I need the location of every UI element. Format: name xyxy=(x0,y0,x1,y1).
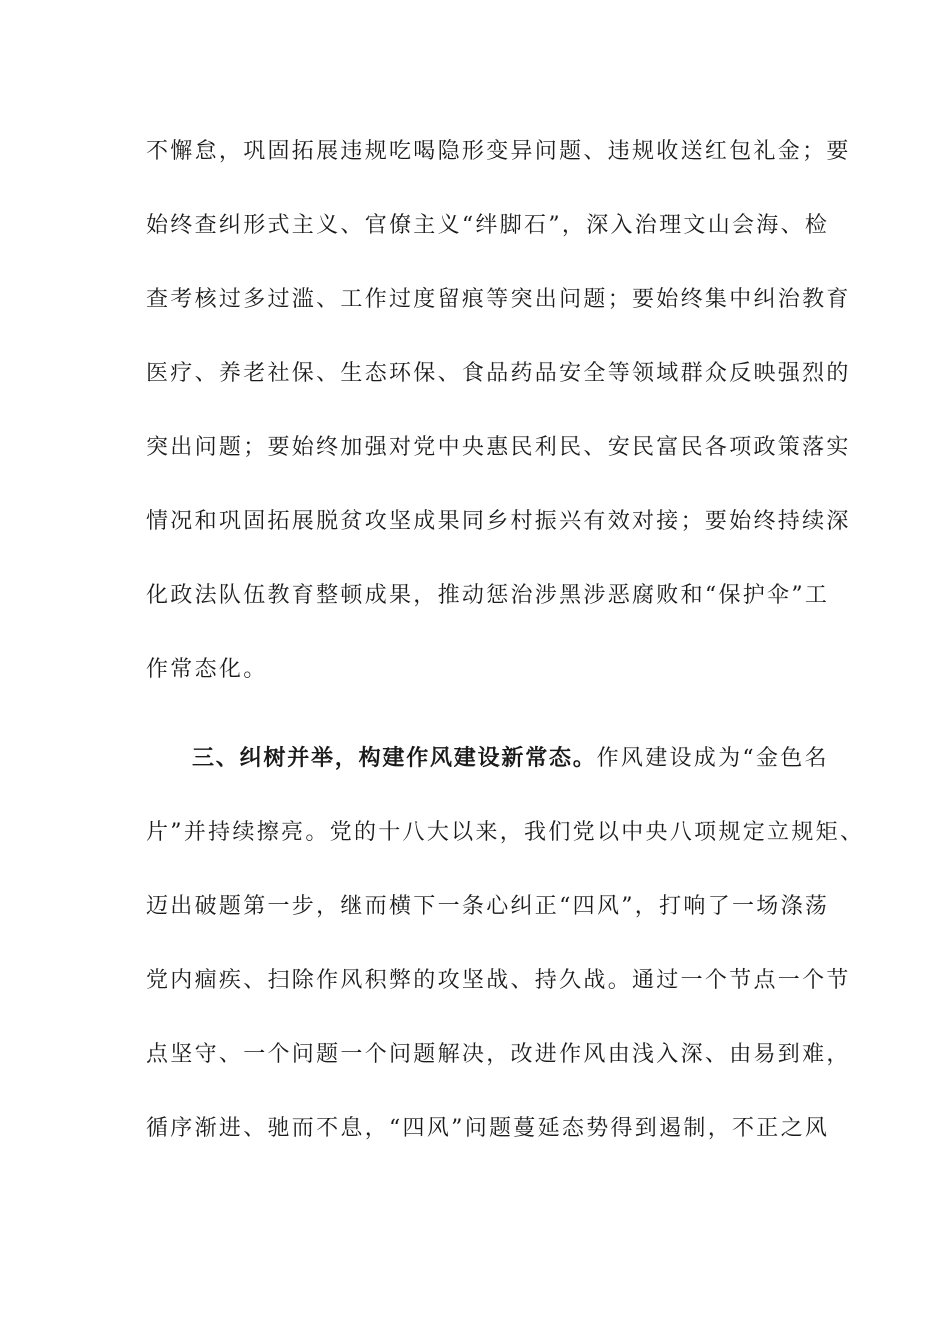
paragraph-2-line-6: 循序渐进、驰而不息，“四风”问题蔓延态势得到遏制，不正之风 xyxy=(146,1116,830,1141)
paragraph-1-line-8: 作常态化。 xyxy=(146,657,268,682)
paragraph-1-line-3: 查考核过多过滥、工作过度留痕等突出问题；要始终集中纠治教育 xyxy=(146,287,851,312)
paragraph-2-line-2: 片”并持续擦亮。党的十八大以来，我们党以中央八项规定立规矩、 xyxy=(146,820,865,845)
paragraph-2-first-line xyxy=(192,744,872,774)
paragraph-1-line-6: 情况和巩固拓展脱贫攻坚成果同乡村振兴有效对接；要始终持续深 xyxy=(146,509,851,534)
paragraph-2-line-3: 迈出破题第一步，继而横下一条心纠正“四风”，打响了一场涤荡 xyxy=(146,894,830,919)
paragraph-2-first-line-text: 作风建设成为“金色名 xyxy=(596,746,829,771)
paragraph-1-line-5: 突出问题；要始终加强对党中央惠民利民、安民富民各项政策落实 xyxy=(146,435,851,460)
paragraph-2-line-4: 党内痼疾、扫除作风积弊的攻坚战、持久战。通过一个节点一个节 xyxy=(146,968,851,993)
section-heading: 三、纠树并举，构建作风建设新常态。 xyxy=(192,746,597,771)
paragraph-1-line-2: 始终查纠形式主义、官僚主义“绊脚石”，深入治理文山会海、检 xyxy=(146,213,830,238)
paragraph-2-line-5: 点坚守、一个问题一个问题解决，改进作风由浅入深、由易到难， xyxy=(146,1042,851,1067)
paragraph-1-line-4: 医疗、养老社保、生态环保、食品药品安全等领域群众反映强烈的 xyxy=(146,361,851,386)
paragraph-1-line-7: 化政法队伍教育整顿成果，推动惩治涉黑涉恶腐败和“保护伞”工 xyxy=(146,583,830,608)
paragraph-1-line-1: 不懈怠，巩固拓展违规吃喝隐形变异问题、违规收送红包礼金；要 xyxy=(146,139,851,164)
